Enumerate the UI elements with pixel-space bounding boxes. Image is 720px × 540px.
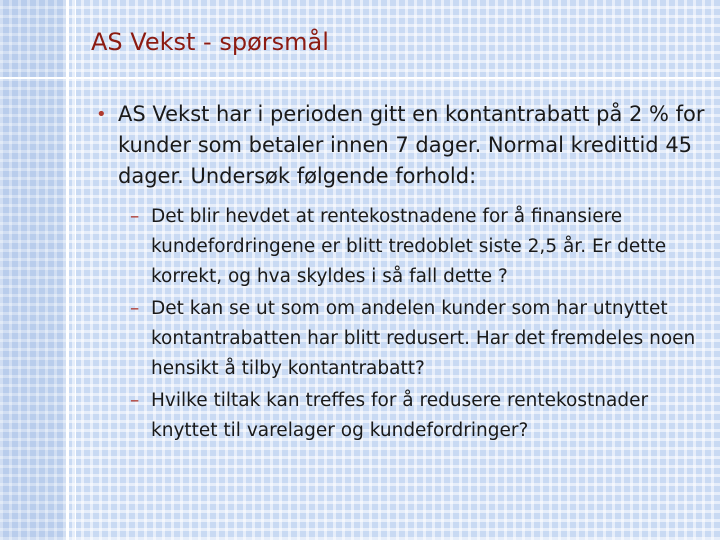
dash-marker: –	[130, 390, 140, 411]
dash-marker: –	[130, 298, 140, 319]
slide-body	[96, 99, 706, 448]
sub-bullet-text: Hvilke tiltak kan treffes for å redusere rentekostnader knyttet til varelager og kundefordringer?	[151, 390, 649, 441]
sub-bullet-text: Det blir hevdet at rentekostnadene for å finansiere kundefordringene er blitt tredoblet siste 2,5 år. Er dette korrekt, og hva skyldes i så fall dette ?	[151, 206, 667, 287]
sub-bullet	[130, 202, 706, 292]
slide-title: AS Vekst - spørsmål	[91, 28, 329, 56]
bullet-marker: •	[96, 104, 107, 125]
sub-bullet	[130, 386, 706, 446]
sub-bullet	[130, 294, 706, 384]
title-underline	[0, 77, 720, 79]
dash-marker: –	[130, 206, 140, 227]
sub-bullet-text: Det kan se ut som om andelen kunder som har utnyttet kontantrabatten har blitt redusert. Har det fremdeles noen hensikt å tilby kontantrabatt?	[151, 298, 696, 379]
main-bullet-text: AS Vekst har i perioden gitt en kontantrabatt på 2 % for kunder som betaler innen 7 dager. Normal kredittid 45 dager. Undersøk følgende forhold:	[118, 102, 705, 188]
vertical-divider-thick	[66, 0, 69, 540]
main-bullet	[96, 99, 706, 192]
left-decorative-band	[0, 0, 66, 540]
sub-bullet-list	[130, 202, 706, 446]
vertical-divider-thin	[75, 0, 76, 540]
